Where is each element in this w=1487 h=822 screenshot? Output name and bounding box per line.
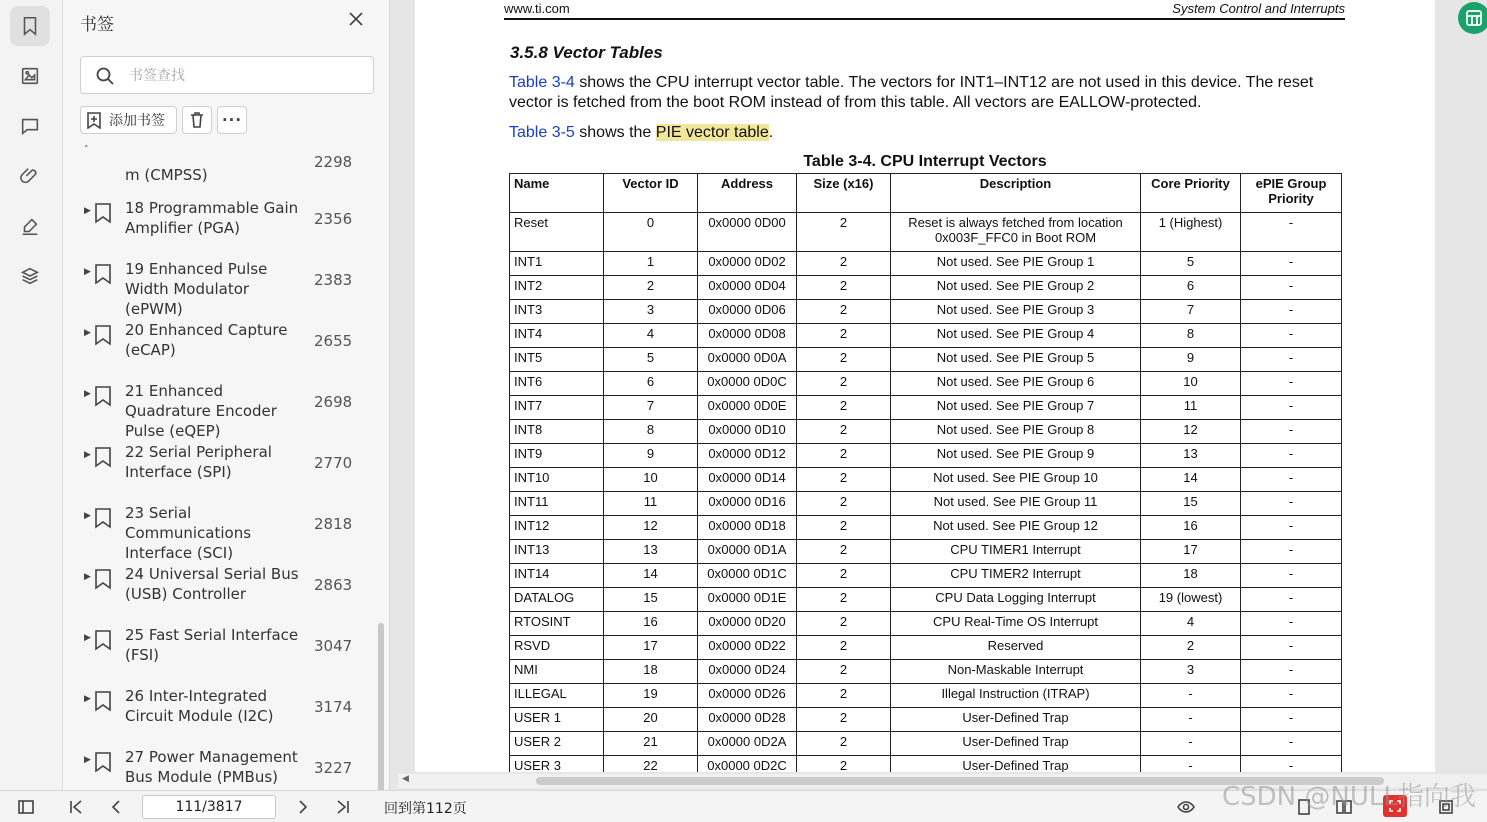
table-cell: - <box>1241 420 1342 444</box>
highlighted-text[interactable]: PIE vector table <box>655 124 769 141</box>
table-link[interactable]: Table 3-5 <box>509 124 575 141</box>
watermark: CSDN @NULL指向我 <box>1222 782 1476 812</box>
table-cell: - <box>1241 732 1342 756</box>
table-cell: CPU TIMER1 Interrupt <box>891 540 1141 564</box>
table-cell: Non-Maskable Interrupt <box>891 660 1141 684</box>
column-header: Size (x16) <box>797 174 891 213</box>
table-cell: 15 <box>604 588 698 612</box>
bookmark-page: 2770 <box>314 454 353 472</box>
expand-arrow-icon[interactable]: ▶ <box>84 694 91 704</box>
table-cell: User-Defined Trap <box>891 708 1141 732</box>
table-row <box>510 636 1342 660</box>
table-row <box>510 372 1342 396</box>
table-body <box>510 213 1342 773</box>
table-cell: INT13 <box>510 540 604 564</box>
bookmark-icon <box>94 568 114 590</box>
table-cell: User-Defined Trap <box>891 756 1141 773</box>
table-cell: DATALOG <box>510 588 604 612</box>
table-cell: CPU Real-Time OS Interrupt <box>891 612 1141 636</box>
table-cell: INT11 <box>510 492 604 516</box>
table-cell: 0x0000 0D22 <box>698 636 797 660</box>
table-cell: Not used. See PIE Group 5 <box>891 348 1141 372</box>
page-number-input[interactable]: 111/3817 <box>142 795 276 819</box>
toggle-sidebar-icon[interactable] <box>16 797 36 817</box>
table-cell: 0x0000 0D08 <box>698 324 797 348</box>
table-cell: 2 <box>797 732 891 756</box>
column-header: Address <box>698 174 797 213</box>
close-icon[interactable] <box>347 10 369 32</box>
table-cell: 2 <box>797 468 891 492</box>
scroll-left-icon[interactable]: ◀ <box>402 774 409 784</box>
table-cell: 2 <box>797 420 891 444</box>
bookmark-page: 2383 <box>314 271 353 289</box>
table-cell: Not used. See PIE Group 12 <box>891 516 1141 540</box>
table-cell: 10 <box>604 468 698 492</box>
table-cell: 12 <box>1141 420 1241 444</box>
table-cell: INT1 <box>510 252 604 276</box>
table-cell: - <box>1241 396 1342 420</box>
table-cell: 0x0000 0D26 <box>698 684 797 708</box>
bookmark-page: 2356 <box>314 210 353 228</box>
table-cell: 0 <box>604 213 698 252</box>
table-cell: Not used. See PIE Group 3 <box>891 300 1141 324</box>
expand-arrow-icon[interactable]: ▶ <box>84 267 91 277</box>
bookmark-item[interactable] <box>63 321 379 384</box>
table-cell: 16 <box>604 612 698 636</box>
table-cell: - <box>1241 252 1342 276</box>
bookmark-label: 18 Programmable Gain Amplifier (PGA) <box>125 199 299 237</box>
bookmark-icon <box>94 507 114 529</box>
table-cell: - <box>1241 468 1342 492</box>
bookmark-search[interactable] <box>80 56 374 94</box>
table-cell: 4 <box>604 324 698 348</box>
bookmark-item[interactable] <box>63 565 379 628</box>
bookmark-item[interactable] <box>63 504 379 567</box>
table-cell: 0x0000 0D10 <box>698 420 797 444</box>
paragraph-2-text: shows the <box>574 124 656 141</box>
panel-title: 书签 <box>80 15 114 35</box>
table-cell: USER 3 <box>510 756 604 773</box>
bookmark-label: 19 Enhanced Pulse Width Modulator (ePWM) <box>125 260 268 318</box>
table-row <box>510 564 1342 588</box>
expand-arrow-icon[interactable]: ▶ <box>84 206 91 216</box>
table-cell: 19 <box>604 684 698 708</box>
table-cell: 8 <box>604 420 698 444</box>
delete-bookmark-button[interactable] <box>182 106 212 134</box>
add-bookmark-label: 添加书签 <box>109 113 165 129</box>
table-cell: 6 <box>1141 276 1241 300</box>
table-cell: Not used. See PIE Group 7 <box>891 396 1141 420</box>
table-cell: 0x0000 0D18 <box>698 516 797 540</box>
table-row <box>510 213 1342 252</box>
table-cell: 0x0000 0D00 <box>698 213 797 252</box>
table-cell: 2 <box>797 564 891 588</box>
panel-scrollbar[interactable] <box>378 623 384 790</box>
bookmark-label: 21 Enhanced Quadrature Encoder Pulse (eQEP) <box>125 382 277 440</box>
bookmark-item[interactable] <box>63 199 379 262</box>
table-row <box>510 468 1342 492</box>
table-row <box>510 660 1342 684</box>
bookmark-page: 3174 <box>314 698 353 716</box>
table-cell: - <box>1141 732 1241 756</box>
column-header: Description <box>891 174 1141 213</box>
table-cell: RTOSINT <box>510 612 604 636</box>
table-cell: 11 <box>1141 396 1241 420</box>
bookmark-icon <box>94 324 114 346</box>
table-row <box>510 348 1342 372</box>
more-options-button[interactable]: ··· <box>217 106 247 134</box>
table-cell: 5 <box>1141 252 1241 276</box>
table-cell: 12 <box>604 516 698 540</box>
table-cell: - <box>1241 636 1342 660</box>
bookmark-page: 2298 <box>314 153 353 171</box>
comment-icon[interactable] <box>10 106 50 146</box>
bookmark-label: 20 Enhanced Capture (eCAP) <box>125 321 288 359</box>
table-cell: 7 <box>1141 300 1241 324</box>
table-cell: 0x0000 0D0C <box>698 372 797 396</box>
bookmark-page: 3227 <box>314 759 353 777</box>
table-cell: 21 <box>604 732 698 756</box>
table-cell: 3 <box>1141 660 1241 684</box>
table-cell: Not used. See PIE Group 11 <box>891 492 1141 516</box>
bookmark-label: 23 Serial Communications Interface (SCI) <box>125 504 252 562</box>
table-cell: 2 <box>797 756 891 773</box>
table-cell: 2 <box>797 300 891 324</box>
table-cell: 0x0000 0D2A <box>698 732 797 756</box>
table-row <box>510 732 1342 756</box>
table-cell: 2 <box>797 252 891 276</box>
table-cell: User-Defined Trap <box>891 732 1141 756</box>
bookmark-icon <box>94 690 114 712</box>
table-cell: 15 <box>1141 492 1241 516</box>
table-cell: 2 <box>797 444 891 468</box>
table-row <box>510 540 1342 564</box>
table-cell: 20 <box>604 708 698 732</box>
trash-icon <box>188 111 206 129</box>
pdf-page <box>415 0 1435 772</box>
table-cell: Reserved <box>891 636 1141 660</box>
table-cell: - <box>1141 708 1241 732</box>
table-cell: NMI <box>510 660 604 684</box>
table-cell: INT3 <box>510 300 604 324</box>
table-cell: Not used. See PIE Group 9 <box>891 444 1141 468</box>
table-row <box>510 588 1342 612</box>
table-cell: - <box>1241 612 1342 636</box>
table-cell: 13 <box>604 540 698 564</box>
bookmark-icon <box>94 446 114 468</box>
table-cell: 17 <box>1141 540 1241 564</box>
table-cell: 0x0000 0D14 <box>698 468 797 492</box>
table-cell: INT8 <box>510 420 604 444</box>
paragraph-2-end: . <box>768 124 774 141</box>
table-cell: 0x0000 0D1A <box>698 540 797 564</box>
bookmark-list <box>63 145 389 790</box>
bookmark-icon <box>94 202 114 224</box>
table-cell: 0x0000 0D28 <box>698 708 797 732</box>
table-cell: 2 <box>797 684 891 708</box>
table-header-row <box>510 174 1342 213</box>
first-page-icon[interactable] <box>66 797 86 817</box>
table-cell: INT10 <box>510 468 604 492</box>
section-title: 3.5.8 Vector Tables <box>510 43 663 62</box>
table-cell: 9 <box>1141 348 1241 372</box>
paragraph-1-text: shows the CPU interrupt vector table. The vectors for INT1–INT12 are not used in this device. The reset vector is fetched from the boot ROM instead of from this table. All vectors are EALLOW-protected. <box>509 74 1314 111</box>
table-cell: 16 <box>1141 516 1241 540</box>
table-row <box>510 492 1342 516</box>
table-row <box>510 324 1342 348</box>
table-cell: CPU Data Logging Interrupt <box>891 588 1141 612</box>
table-row <box>510 300 1342 324</box>
table-cell: 6 <box>604 372 698 396</box>
table-cell: Not used. See PIE Group 2 <box>891 276 1141 300</box>
table-caption: Table 3-4. CPU Interrupt Vectors <box>803 153 1047 170</box>
bookmark-label: 26 Inter-Integrated Circuit Module (I2C) <box>125 687 274 725</box>
table-cell: 0x0000 0D0A <box>698 348 797 372</box>
expand-arrow-icon[interactable]: ▶ <box>84 328 91 338</box>
table-icon <box>1465 9 1483 27</box>
table-row <box>510 756 1342 773</box>
table-cell: INT5 <box>510 348 604 372</box>
table-cell: 17 <box>604 636 698 660</box>
column-header: ePIE Group Priority <box>1241 174 1342 213</box>
table-cell: 8 <box>1141 324 1241 348</box>
table-cell: 11 <box>604 492 698 516</box>
table-cell: 2 <box>797 660 891 684</box>
bookmark-label: 27 Power Management Bus Module (PMBus) <box>125 748 298 786</box>
table-cell: Not used. See PIE Group 1 <box>891 252 1141 276</box>
vector-table <box>509 173 1342 772</box>
table-row <box>510 708 1342 732</box>
page-header-right: System Control and Interrupts <box>1172 1 1345 16</box>
table-cell: 0x0000 0D20 <box>698 612 797 636</box>
column-header: Vector ID <box>604 174 698 213</box>
table-cell: CPU TIMER2 Interrupt <box>891 564 1141 588</box>
table-cell: 3 <box>604 300 698 324</box>
paragraph-2 <box>509 123 1339 143</box>
table-cell: - <box>1241 684 1342 708</box>
table-cell: ILLEGAL <box>510 684 604 708</box>
expand-arrow-icon[interactable]: ▶ <box>84 450 91 460</box>
table-cell: 0x0000 0D1C <box>698 564 797 588</box>
last-page-icon[interactable] <box>333 797 353 817</box>
column-header: Core Priority <box>1141 174 1241 213</box>
table-cell: 0x0000 0D1E <box>698 588 797 612</box>
table-cell: INT9 <box>510 444 604 468</box>
bookmark-page: 3047 <box>314 637 353 655</box>
table-cell: 0x0000 0D0E <box>698 396 797 420</box>
paragraph-1 <box>509 73 1339 113</box>
table-cell: 14 <box>1141 468 1241 492</box>
table-cell: - <box>1241 708 1342 732</box>
table-row <box>510 276 1342 300</box>
table-cell: 1 <box>604 252 698 276</box>
header-rule <box>504 18 1345 20</box>
table-cell: - <box>1241 492 1342 516</box>
table-cell: INT14 <box>510 564 604 588</box>
table-cell: 2 <box>797 348 891 372</box>
bookmark-item[interactable] <box>63 687 379 750</box>
table-cell: - <box>1141 756 1241 773</box>
bookmark-label: m (CMPSS) <box>125 166 208 184</box>
bookmark-search-input[interactable] <box>127 63 361 89</box>
previous-page-icon[interactable] <box>106 797 126 817</box>
table-cell: INT2 <box>510 276 604 300</box>
table-cell: Reset is always fetched from location 0x003F_FFC0 in Boot ROM <box>891 213 1141 252</box>
table-row <box>510 444 1342 468</box>
table-row <box>510 396 1342 420</box>
table-cell: - <box>1241 564 1342 588</box>
bookmark-item[interactable] <box>63 443 379 506</box>
table-cell: 2 <box>797 276 891 300</box>
table-cell: - <box>1141 684 1241 708</box>
table-cell: 2 <box>797 540 891 564</box>
table-cell: 0x0000 0D12 <box>698 444 797 468</box>
bookmark-page: 2863 <box>314 576 353 594</box>
table-cell: - <box>1241 660 1342 684</box>
table-cell: 0x0000 0D16 <box>698 492 797 516</box>
table-cell: Reset <box>510 213 604 252</box>
table-cell: USER 1 <box>510 708 604 732</box>
table-cell: INT7 <box>510 396 604 420</box>
table-cell: 0x0000 0D2C <box>698 756 797 773</box>
table-cell: 5 <box>604 348 698 372</box>
table-cell: 2 <box>797 396 891 420</box>
bookmark-icon <box>94 629 114 651</box>
table-cell: INT12 <box>510 516 604 540</box>
table-cell: - <box>1241 588 1342 612</box>
bookmark-item[interactable] <box>63 748 379 790</box>
table-tool-button[interactable] <box>1458 2 1487 34</box>
table-cell: 18 <box>604 660 698 684</box>
table-cell: - <box>1241 540 1342 564</box>
eye-icon[interactable] <box>1176 797 1196 817</box>
table-cell: 2 <box>797 213 891 252</box>
expand-arrow-icon[interactable]: ▶ <box>84 389 91 399</box>
goto-page-link[interactable]: 回到第112页 <box>384 801 467 817</box>
table-cell: 2 <box>604 276 698 300</box>
table-cell: 0x0000 0D02 <box>698 252 797 276</box>
table-cell: 19 (lowest) <box>1141 588 1241 612</box>
table-row <box>510 252 1342 276</box>
table-cell: INT4 <box>510 324 604 348</box>
table-cell: 0x0000 0D06 <box>698 300 797 324</box>
table-cell: - <box>1241 213 1342 252</box>
expand-arrow-icon[interactable]: ˄ <box>84 145 89 155</box>
table-cell: 4 <box>1141 612 1241 636</box>
expand-arrow-icon[interactable]: ▶ <box>84 572 91 582</box>
bookmark-label: 24 Universal Serial Bus (USB) Controller <box>125 565 299 603</box>
page-header-left: www.ti.com <box>504 1 570 16</box>
bookmark-icon <box>94 751 114 773</box>
table-row <box>510 612 1342 636</box>
table-cell: - <box>1241 348 1342 372</box>
bookmark-item[interactable] <box>63 626 379 689</box>
add-bookmark-icon <box>85 111 103 129</box>
table-row <box>510 420 1342 444</box>
signature-icon[interactable] <box>10 206 50 246</box>
bookmark-page: 2655 <box>314 332 353 350</box>
table-cell: 2 <box>797 636 891 660</box>
add-bookmark-button[interactable] <box>80 106 177 134</box>
next-page-icon[interactable] <box>293 797 313 817</box>
table-cell: 14 <box>604 564 698 588</box>
table-cell: 7 <box>604 396 698 420</box>
search-icon <box>95 66 115 86</box>
table-cell: - <box>1241 372 1342 396</box>
table-cell: - <box>1241 444 1342 468</box>
table-cell: 18 <box>1141 564 1241 588</box>
table-cell: Illegal Instruction (ITRAP) <box>891 684 1141 708</box>
table-cell: Not used. See PIE Group 10 <box>891 468 1141 492</box>
table-cell: 2 <box>1141 636 1241 660</box>
layers-icon[interactable] <box>10 256 50 296</box>
table-cell: - <box>1241 276 1342 300</box>
bookmark-item[interactable] <box>63 260 379 323</box>
table-cell: Not used. See PIE Group 4 <box>891 324 1141 348</box>
table-cell: 2 <box>797 372 891 396</box>
table-cell: - <box>1241 324 1342 348</box>
table-cell: 2 <box>797 612 891 636</box>
expand-arrow-icon[interactable]: ▶ <box>84 755 91 765</box>
table-cell: 22 <box>604 756 698 773</box>
table-row <box>510 684 1342 708</box>
table-cell: 1 (Highest) <box>1141 213 1241 252</box>
table-cell: USER 2 <box>510 732 604 756</box>
table-cell: 10 <box>1141 372 1241 396</box>
thumbnail-icon[interactable] <box>10 56 50 96</box>
bookmark-page: 2698 <box>314 393 353 411</box>
column-header: Name <box>510 174 604 213</box>
table-row <box>510 516 1342 540</box>
expand-arrow-icon[interactable]: ▶ <box>84 511 91 521</box>
bookmark-panel <box>63 0 390 790</box>
table-cell: - <box>1241 756 1342 773</box>
table-cell: RSVD <box>510 636 604 660</box>
bookmark-label: 22 Serial Peripheral Interface (SPI) <box>125 443 272 481</box>
table-cell: Not used. See PIE Group 8 <box>891 420 1141 444</box>
bookmark-icon <box>94 263 114 285</box>
bookmark-item[interactable] <box>63 382 379 445</box>
table-cell: Not used. See PIE Group 6 <box>891 372 1141 396</box>
bookmark-label: 25 Fast Serial Interface (FSI) <box>125 626 299 664</box>
table-link[interactable]: Table 3-4 <box>509 74 575 91</box>
bookmark-panel-icon[interactable] <box>10 6 50 46</box>
table-cell: 2 <box>797 492 891 516</box>
bookmark-page: 2818 <box>314 515 353 533</box>
table-cell: 2 <box>797 516 891 540</box>
bookmark-icon <box>94 385 114 407</box>
table-cell: - <box>1241 516 1342 540</box>
table-cell: 2 <box>797 588 891 612</box>
table-cell: 13 <box>1141 444 1241 468</box>
attachment-icon[interactable] <box>10 156 50 196</box>
table-cell: INT6 <box>510 372 604 396</box>
table-cell: 0x0000 0D24 <box>698 660 797 684</box>
table-cell: 0x0000 0D04 <box>698 276 797 300</box>
table-cell: 2 <box>797 324 891 348</box>
expand-arrow-icon[interactable]: ▶ <box>84 633 91 643</box>
table-cell: 2 <box>797 708 891 732</box>
icon-rail <box>0 0 63 790</box>
table-cell: 9 <box>604 444 698 468</box>
table-cell: - <box>1241 300 1342 324</box>
